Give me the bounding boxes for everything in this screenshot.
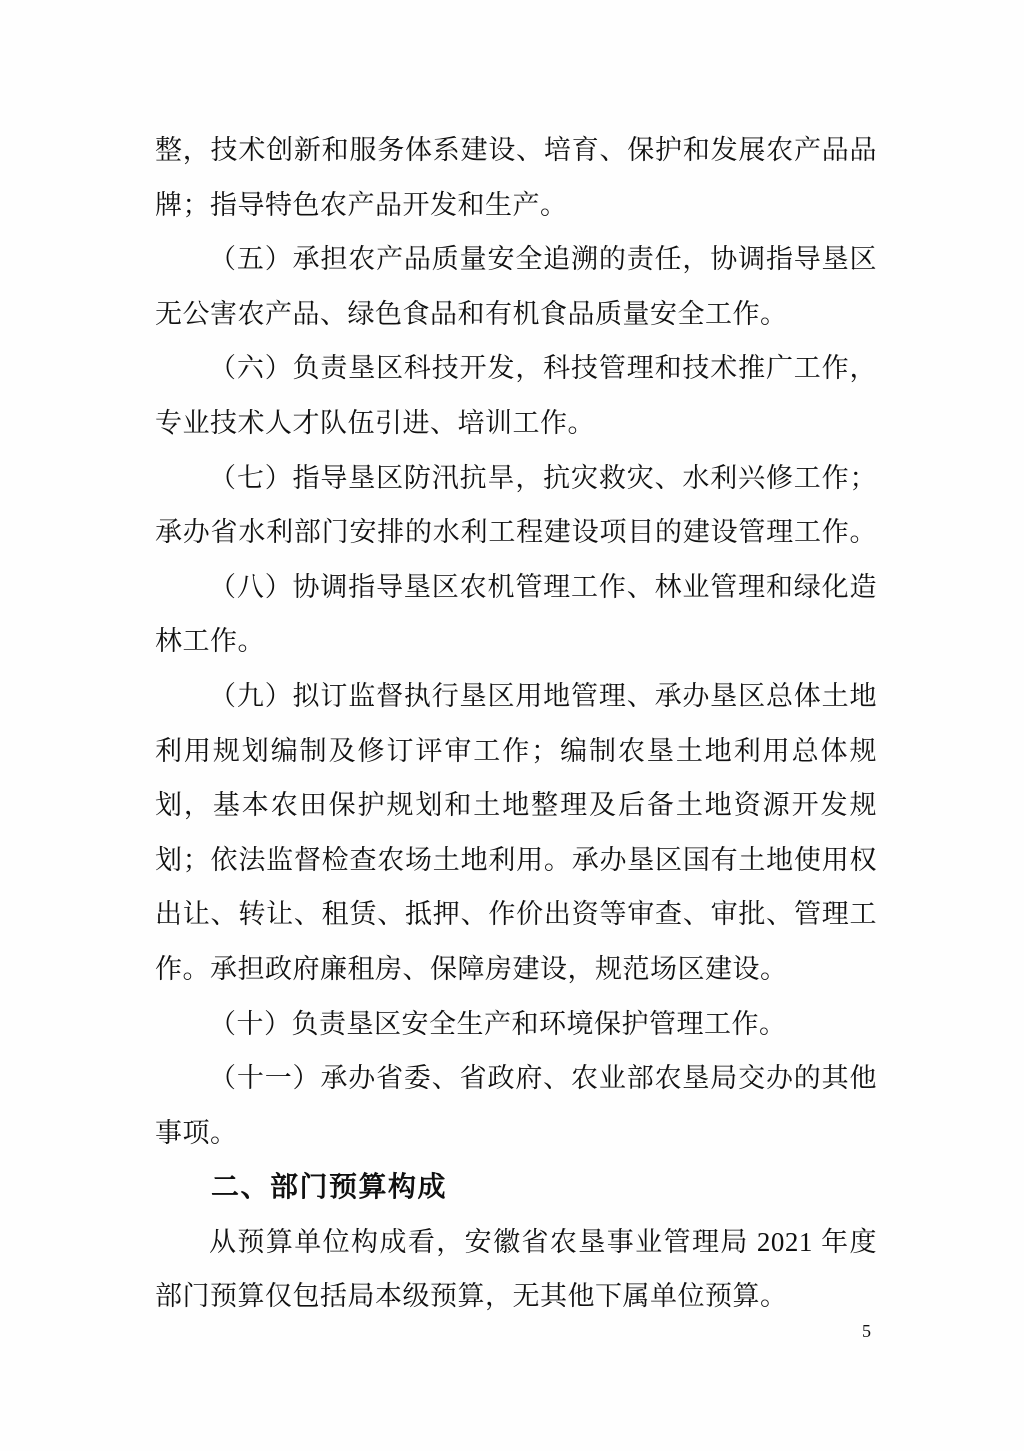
text-line: （九）拟订监督执行垦区用地管理、承办垦区总体土地 [209, 680, 877, 711]
text-line: 划；依法监督检查农场土地利用。承办垦区国有土地使用权 [155, 844, 877, 875]
text-block [155, 123, 877, 1324]
text-line: 专业技术人才队伍引进、培训工作。 [155, 407, 595, 438]
text-line: 无公害农产品、绿色食品和有机食品质量安全工作。 [155, 298, 788, 329]
text-line: （五）承担农产品质量安全追溯的责任，协调指导垦区 [209, 244, 877, 275]
page-number: 5 [862, 1321, 871, 1341]
text-line: 出让、转让、租赁、抵押、作价出资等审查、审批、管理工 [155, 899, 877, 930]
text-line: 划，基本农田保护规划和土地整理及后备土地资源开发规 [155, 790, 877, 821]
text-line: 从预算单位构成看，安徽省农垦事业管理局 2021 年度 [209, 1226, 877, 1257]
text-line: 部门预算仅包括局本级预算，无其他下属单位预算。 [155, 1281, 788, 1312]
text-line: （八）协调指导垦区农机管理工作、林业管理和绿化造 [209, 571, 877, 602]
text-line: 承办省水利部门安排的水利工程建设项目的建设管理工作。 [155, 517, 877, 548]
text-line: （十一）承办省委、省政府、农业部农垦局交办的其他 [209, 1063, 877, 1094]
text-line: 整，技术创新和服务体系建设、培育、保护和发展农产品品 [155, 135, 877, 165]
text-line: 林工作。 [155, 626, 265, 657]
text-line: （六）负责垦区科技开发，科技管理和技术推广工作， [209, 353, 877, 384]
text-line: （七）指导垦区防汛抗旱，抗灾救灾、水利兴修工作； [209, 462, 877, 493]
text-line: 作。承担政府廉租房、保障房建设，规范场区建设。 [155, 953, 788, 984]
text-line: 事项。 [155, 1117, 238, 1148]
text-line: （十）负责垦区安全生产和环境保护管理工作。 [209, 1008, 787, 1039]
text-line: 牌；指导特色农产品开发和生产。 [155, 189, 568, 220]
text-line: 二、部门预算构成 [211, 1171, 448, 1203]
text-line: 利用规划编制及修订评审工作；编制农垦土地利用总体规 [155, 735, 877, 766]
